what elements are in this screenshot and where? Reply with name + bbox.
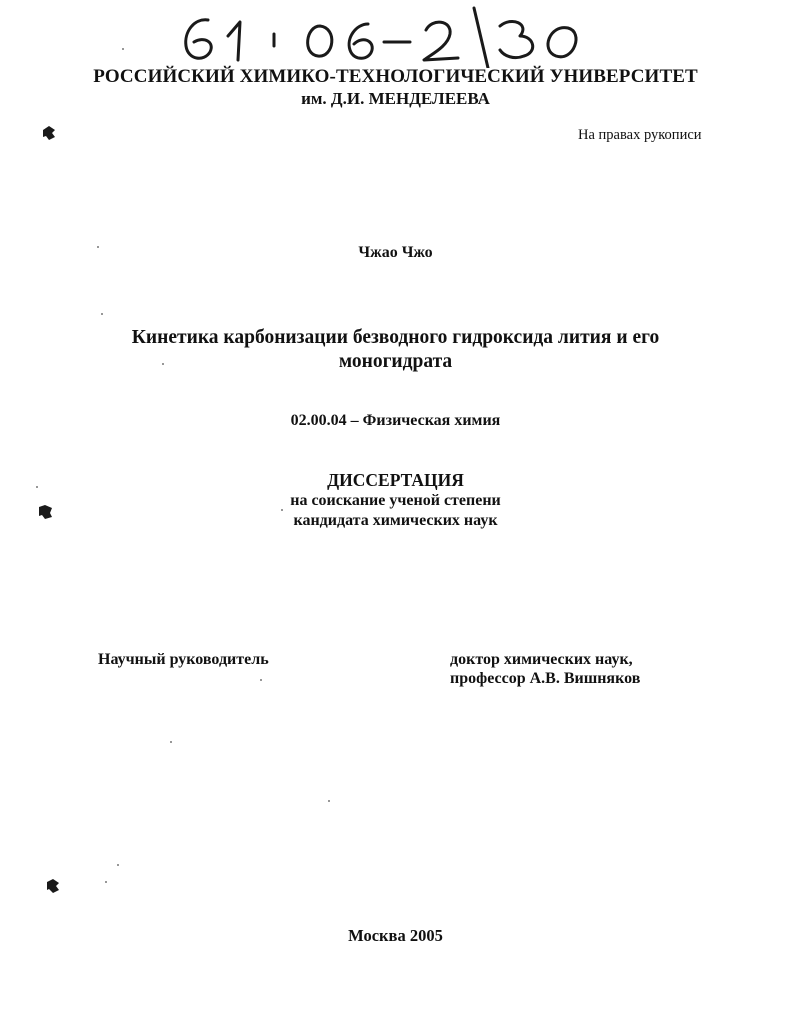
scan-speck [105, 881, 107, 883]
dissertation-degree-line: на соискание ученой степени [290, 492, 501, 509]
scan-speck [328, 800, 330, 802]
supervisor-degree: доктор химических наук, [450, 651, 633, 668]
scan-speck [101, 313, 103, 315]
university-name: РОССИЙСКИЙ ХИМИКО-ТЕХНОЛОГИЧЕСКИЙ УНИВЕРСИТЕТ [93, 66, 698, 87]
scan-speck [162, 363, 164, 365]
handwritten-archive-number [170, 6, 590, 68]
author-name: Чжао Чжо [358, 244, 433, 261]
punch-hole-mark [44, 877, 62, 895]
dissertation-heading: ДИССЕРТАЦИЯ [327, 470, 464, 490]
supervisor-name: профессор А.В. Вишняков [450, 670, 641, 687]
university-subtitle: им. Д.И. МЕНДЕЛЕЕВА [301, 89, 490, 108]
thesis-title-line-1: Кинетика карбонизации безводного гидроксида лития и его [131, 327, 660, 348]
city-year: Москва 2005 [348, 926, 443, 945]
scan-speck [36, 486, 38, 488]
rights-note: На правах рукописи [578, 127, 702, 143]
scan-speck [122, 48, 124, 50]
supervisor-label: Научный руководитель [98, 651, 269, 668]
punch-hole-mark [37, 503, 55, 521]
specialty-code: 02.00.04 – Физическая химия [290, 412, 501, 429]
scan-speck [260, 679, 262, 681]
scan-speck [170, 741, 172, 743]
thesis-title-line-2: моногидрата [338, 351, 453, 372]
punch-hole-mark [40, 124, 58, 142]
scan-speck [281, 509, 283, 511]
scan-speck [117, 864, 119, 866]
dissertation-field-line: кандидата химических наук [293, 512, 498, 529]
scan-speck [97, 246, 99, 248]
